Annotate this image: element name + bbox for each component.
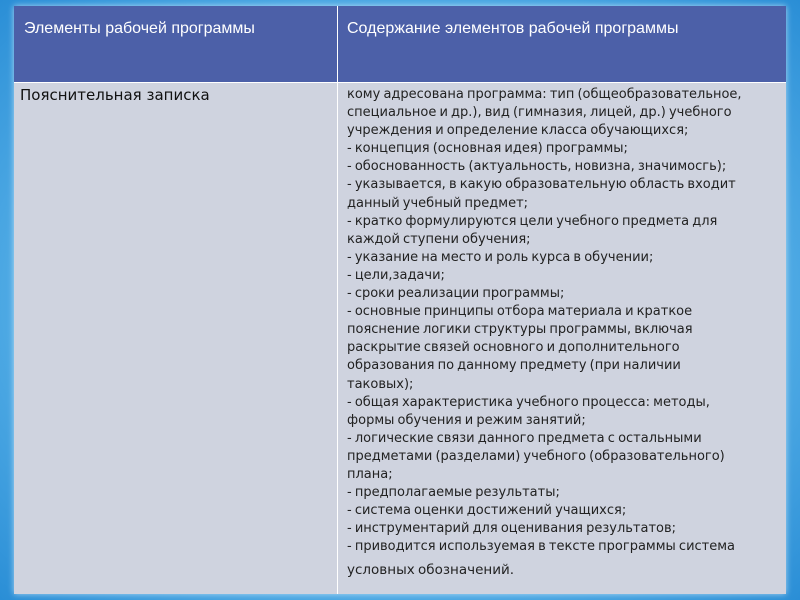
content-line: учреждения и определение класса обучающихся; [347,123,689,139]
content-line: раскрытие связей основного и дополнительного [347,340,680,356]
content-line: - система оценки достижений учащихся; [347,503,627,519]
header-cell-content: Содержание элементов рабочей программы [347,20,679,37]
content-line: - концепция (основная идея) программы; [347,141,628,157]
content-line: - инструментарий для оценивания результатов; [347,521,677,537]
content-line: - сроки реализации программы; [347,286,565,302]
content-line: - общая характеристика учебного процесса: методы, [347,394,710,410]
content-line: - обоснованность (актуальность, новизна, значимосгь); [347,159,727,175]
content-line: - указание на место и роль курса в обучении; [347,249,654,265]
content-line: - указывается, в какую образовательную область входит [347,177,736,193]
content-line: - приводится используемая в тексте программы система [347,539,736,555]
content-line: кому адресована программа: тип (общеобразовательное, [347,87,742,102]
content-line: - основные принципы отбора материала и краткое [347,304,693,320]
content-line: - логические связи данного предмета с остальными [347,430,702,446]
program-elements-table [14,6,786,594]
row-element-name: Пояснительная записка [20,86,210,104]
table-header-row [14,6,786,83]
row-content-cell [347,86,783,580]
content-line: - цели,задачи; [347,267,445,283]
content-final-line: условных обозначений. [347,562,515,579]
content-line: - предполагаемые результаты; [347,485,560,501]
content-line: таковых); [347,376,414,392]
content-line: формы обучения и режим занятий; [347,412,586,428]
column-divider [337,6,338,594]
content-line: образования по данному предмету (при наличии [347,358,681,374]
content-line: предметами (разделами) учебного (образовательного) [347,448,725,464]
content-line: - кратко формулируются цели учебного предмета для [347,213,718,229]
content-line: пояснение логики структуры программы, включая [347,322,693,338]
header-cell-elements: Элементы рабочей программы [24,20,255,37]
content-line: каждой ступени обучения; [347,231,531,247]
content-line: данный учебный предмет; [347,195,529,211]
content-line: специальное и др.), вид (гимназия, лицей, др.) учебного [347,105,732,121]
content-line: плана; [347,466,393,482]
